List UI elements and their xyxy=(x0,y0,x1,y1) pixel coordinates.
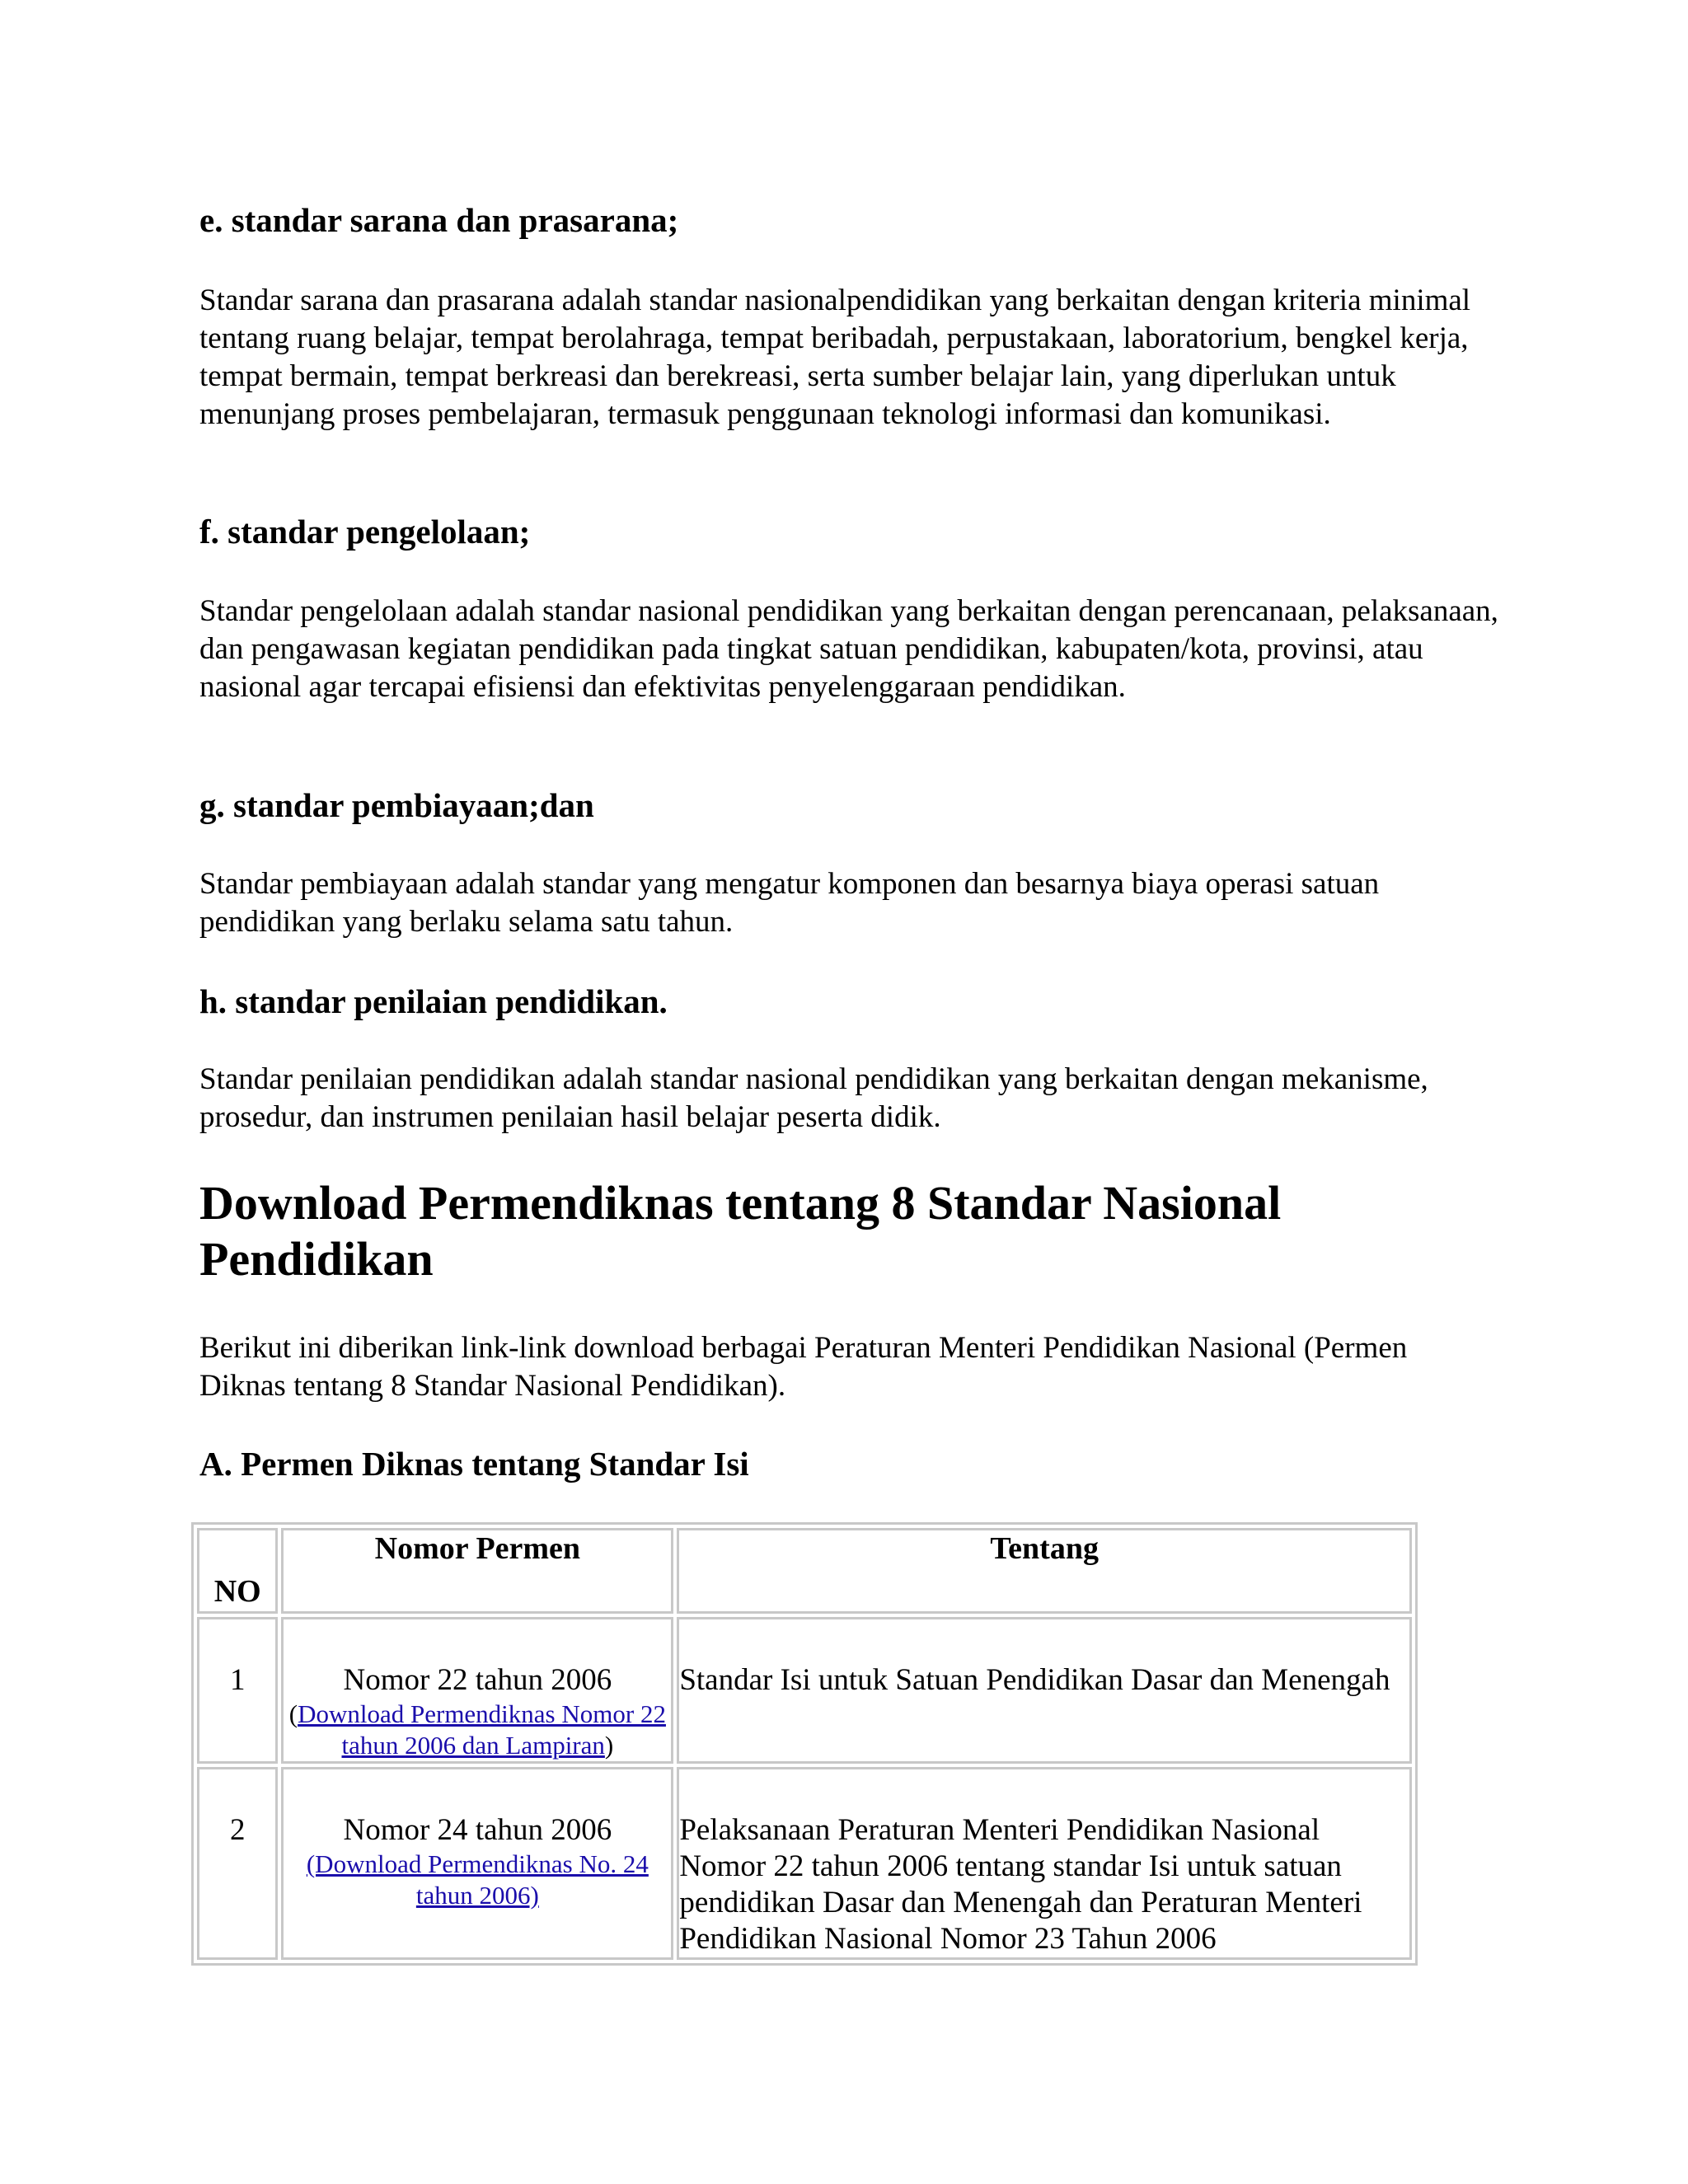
table-row xyxy=(197,1767,1412,1960)
section-f-body: Standar pengelolaan adalah standar nasional pendidikan yang berkaitan dengan perencanaan, pelaksanaan, dan pengawasan kegiatan pendidikan pada tingkat satuan pendidikan, kabupaten/kota, provinsi, atau nasional agar tercapai efisiensi dan efektivitas penyelenggaraan pendidikan. xyxy=(199,594,1498,704)
download-title: Download Permendiknas tentang 8 Standar Nasional Pendidikan xyxy=(199,1176,1282,1286)
tentang-cell: Standar Isi untuk Satuan Pendidikan Dasar dan Menengah xyxy=(677,1617,1412,1764)
nomor-permen-cell xyxy=(281,1617,673,1764)
section-e-body: Standar sarana dan prasarana adalah standar nasionalpendidikan yang berkaitan dengan kriteria minimal tentang ruang belajar, tempat berolahraga, tempat beribadah, perpustakaan, laboratorium, bengkel kerja, tempat bermain, tempat berkreasi dan berekreasi, serta sumber belajar lain, yang diperlukan untuk menunjang proses pembelajaran, termasuk penggunaan teknologi informasi dan komunikasi. xyxy=(199,284,1471,431)
row-number: 2 xyxy=(197,1767,278,1960)
download-link-wrapper: (Download Permendiknas Nomor 22 tahun 2006 dan Lampiran) xyxy=(288,1699,666,1760)
table-header-row xyxy=(197,1528,1412,1614)
section-e-heading: e. standar sarana dan prasarana; xyxy=(199,201,679,239)
section-f-heading: f. standar pengelolaan; xyxy=(199,513,531,551)
header-nomor-permen: Nomor Permen xyxy=(281,1528,673,1614)
standar-isi-subheading: A. Permen Diknas tentang Standar Isi xyxy=(199,1445,749,1483)
header-no: NO xyxy=(197,1528,278,1614)
nomor-permen-text: Nomor 24 tahun 2006 xyxy=(343,1813,612,1847)
tentang-cell: Pelaksanaan Peraturan Menteri Pendidikan Nasional Nomor 22 tahun 2006 tentang standar Isi untuk satuan pendidikan Dasar dan Menengah dan Peraturan Menteri Pendidikan Nasional Nomor 23 Tahun 2006 xyxy=(677,1767,1412,1960)
nomor-permen-cell xyxy=(281,1767,673,1960)
section-h-body: Standar penilaian pendidikan adalah standar nasional pendidikan yang berkaitan dengan mekanisme, prosedur, dan instrumen penilaian hasil belajar peserta didik. xyxy=(199,1062,1428,1134)
row-number: 1 xyxy=(197,1617,278,1764)
nomor-permen-text: Nomor 22 tahun 2006 xyxy=(343,1663,612,1697)
table-row xyxy=(197,1617,1412,1764)
section-g-heading: g. standar pembiayaan;dan xyxy=(199,786,594,824)
section-h-heading: h. standar penilaian pendidikan. xyxy=(199,982,668,1020)
download-link[interactable]: (Download Permendiknas No. 24 tahun 2006) xyxy=(306,1849,649,1910)
download-intro: Berikut ini diberikan link-link download berbagai Peraturan Menteri Pendidikan Nasional (Permen Diknas tentang 8 Standar Nasional Pendidikan). xyxy=(199,1331,1408,1403)
section-g-body: Standar pembiayaan adalah standar yang mengatur komponen dan besarnya biaya operasi satuan pendidikan yang berlaku selama satu tahun. xyxy=(199,867,1380,939)
header-tentang: Tentang xyxy=(677,1528,1412,1614)
permen-table xyxy=(191,1522,1418,1966)
download-link[interactable]: Download Permendiknas Nomor 22 tahun 2006 dan Lampiran xyxy=(298,1699,666,1760)
download-link-wrapper xyxy=(284,1849,671,1911)
